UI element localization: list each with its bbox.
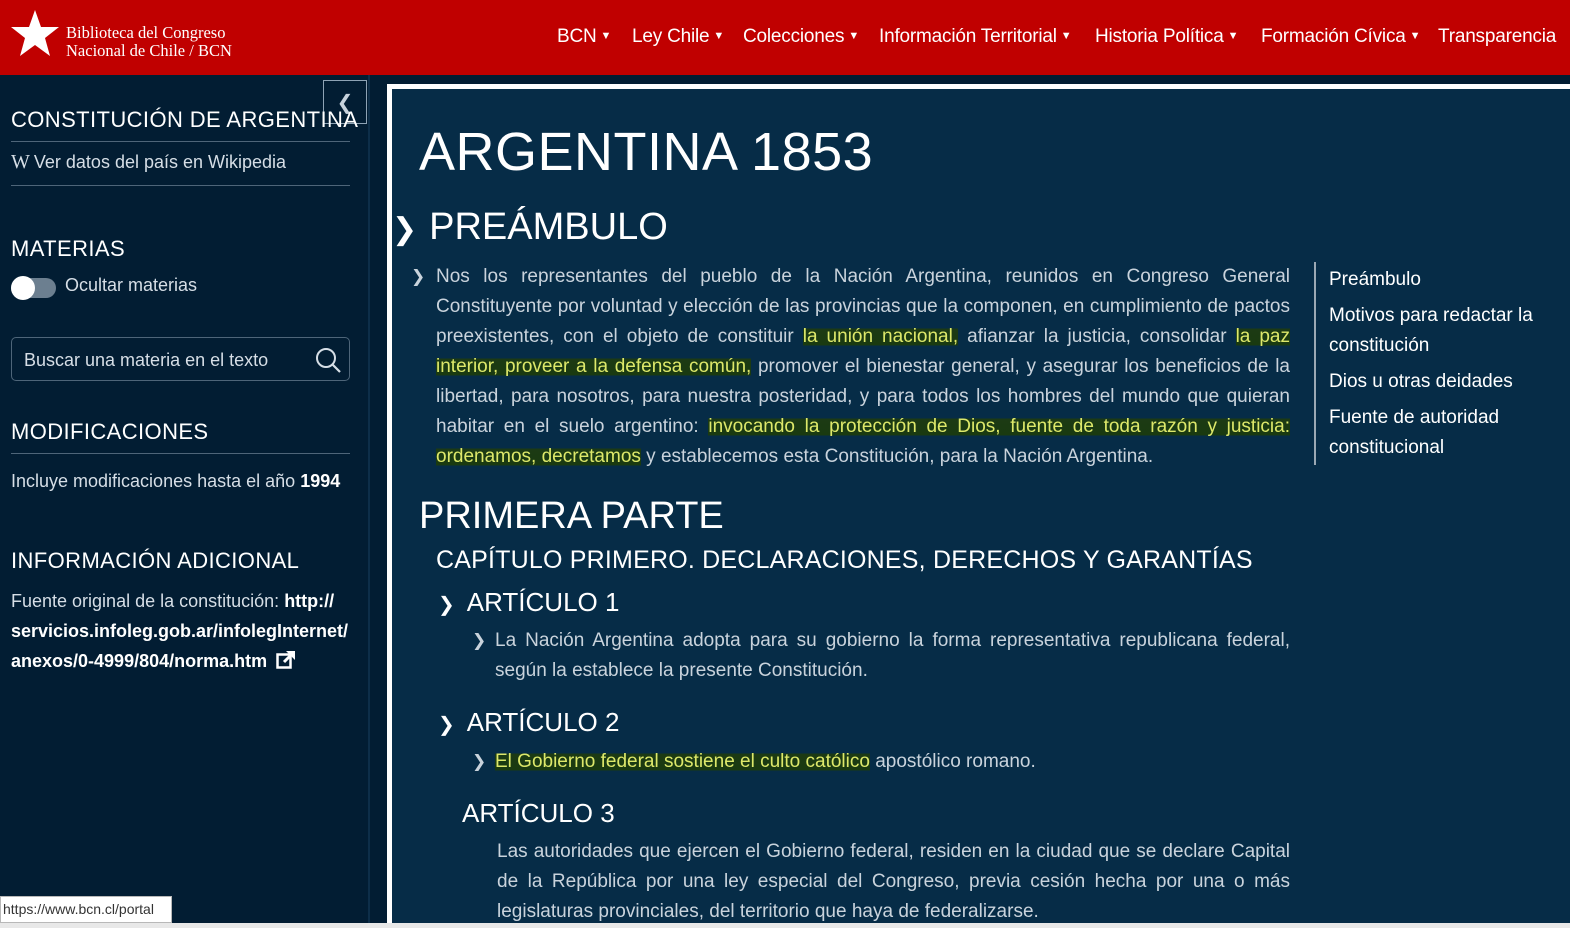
nav-colecciones-label: Colecciones bbox=[743, 26, 845, 47]
nav-historia-politica[interactable] bbox=[1095, 26, 1238, 48]
modificaciones-text bbox=[11, 471, 340, 492]
nav-transparencia-label: Transparencia bbox=[1438, 26, 1557, 47]
materias-title: MATERIAS bbox=[11, 236, 126, 261]
toc-item-preambulo[interactable]: Preámbulo bbox=[1329, 269, 1421, 290]
info-label: Fuente original de la constitución: bbox=[11, 591, 280, 611]
info-adicional-text bbox=[11, 586, 348, 676]
materia-search bbox=[11, 337, 350, 381]
caret-down-icon: ▼ bbox=[1409, 30, 1421, 42]
modificaciones-label: Incluye modificaciones hasta el año bbox=[11, 471, 296, 491]
chevron-right-icon: ❯ bbox=[438, 714, 455, 736]
chevron-right-icon: ❯ bbox=[438, 594, 455, 616]
ocultar-materias-toggle[interactable] bbox=[11, 278, 56, 298]
caret-down-icon: ▼ bbox=[600, 30, 612, 42]
toc-divider bbox=[1314, 262, 1316, 465]
highlight-ordenamos[interactable]: ordenamos, decretamos bbox=[436, 446, 641, 467]
preambulo-text-part: y establecemos esta Constitución, para la Nación Argentina. bbox=[640, 446, 1154, 467]
highlight-invocando-dios[interactable]: invocando la protección de Dios, fuente de toda razón y justicia: bbox=[708, 416, 1290, 437]
nav-ley-chile-label: Ley Chile bbox=[632, 26, 710, 47]
external-link-icon[interactable] bbox=[276, 650, 296, 670]
articulo-3-text: Las autoridades que ejercen el Gobierno federal, residen en la ciudad que se declare Capital de la República por una ley especial del Congreso, previa cesión hecha por una o más legislaturas provinciales, del territorio que haya de federalizarse. bbox=[497, 841, 1290, 922]
bcn-logo[interactable] bbox=[8, 8, 268, 68]
constitution-title: CONSTITUCIÓN DE ARGENTINA bbox=[11, 107, 359, 132]
chevron-left-icon: ❮ bbox=[336, 91, 354, 114]
divider bbox=[11, 453, 350, 454]
horizontal-scrollbar[interactable] bbox=[0, 923, 1570, 928]
articulo-2-heading-label: ARTÍCULO 2 bbox=[466, 707, 620, 737]
nav-ley-chile[interactable] bbox=[632, 26, 724, 48]
nav-formacion-civica-label: Formación Cívica bbox=[1261, 26, 1406, 47]
articulo-1-text: La Nación Argentina adopta para su gobierno la forma representativa republicana federal, según la establece la presente Constitución. bbox=[495, 630, 1290, 681]
chevron-right-icon: ❯ bbox=[392, 213, 418, 246]
preambulo-text bbox=[436, 262, 1290, 472]
preambulo-heading-label: PREÁMBULO bbox=[429, 206, 668, 248]
toc-item-fuente-autoridad-cont[interactable]: constitucional bbox=[1329, 437, 1445, 458]
preambulo-text-part: promover el bienestar general, y asegurar los beneficios de la libertad, para nosotros, para nuestra posteridad, y para todos los hombres del mundo que quieran habitar en el suelo argentino: bbox=[436, 356, 1290, 437]
preambulo-heading[interactable] bbox=[392, 206, 668, 249]
divider bbox=[11, 141, 350, 142]
source-link[interactable]: http:// bbox=[284, 591, 335, 611]
caret-down-icon: ▼ bbox=[1060, 30, 1072, 42]
wikipedia-link-label: Ver datos del país en Wikipedia bbox=[33, 152, 287, 172]
nav-formacion-civica[interactable] bbox=[1261, 26, 1420, 48]
articulo-3-heading: ARTÍCULO 3 bbox=[462, 798, 615, 828]
nav-transparencia[interactable] bbox=[1438, 26, 1556, 48]
logo-text bbox=[66, 24, 232, 60]
caret-down-icon: ▼ bbox=[848, 30, 859, 42]
nav-bcn-label: BCN bbox=[557, 26, 597, 47]
status-bar-url: https://www.bcn.cl/portal bbox=[0, 896, 172, 923]
nav-informacion-territorial[interactable] bbox=[879, 26, 1071, 48]
star-logo-icon bbox=[8, 8, 62, 62]
chevron-right-icon[interactable]: ❯ bbox=[472, 752, 487, 771]
chevron-right-icon[interactable]: ❯ bbox=[472, 631, 487, 650]
articulo-1-heading-label: ARTÍCULO 1 bbox=[466, 587, 620, 617]
toc-item-motivos-cont[interactable]: constitución bbox=[1329, 335, 1430, 356]
top-navbar bbox=[0, 0, 1570, 75]
articulo-2-text bbox=[495, 747, 1290, 777]
toggle-label: Ocultar materias bbox=[65, 275, 198, 295]
caret-down-icon: ▼ bbox=[1227, 30, 1239, 42]
toc-item-motivos[interactable]: Motivos para redactar la bbox=[1329, 305, 1533, 326]
highlight-union-nacional[interactable]: la unión nacional, bbox=[802, 326, 959, 347]
primera-parte-heading: PRIMERA PARTE bbox=[419, 495, 724, 537]
nav-historia-politica-label: Historia Política bbox=[1095, 26, 1224, 47]
logo-line-2: Nacional de Chile / BCN bbox=[66, 41, 232, 60]
articulo-1-heading[interactable] bbox=[438, 587, 619, 618]
toggle-knob bbox=[11, 276, 35, 300]
capitulo-heading: CAPÍTULO PRIMERO. DECLARACIONES, DERECHOS Y GARANTÍAS bbox=[436, 546, 1253, 574]
info-adicional-title: INFORMACIÓN ADICIONAL bbox=[11, 548, 300, 573]
sidebar-divider bbox=[368, 75, 370, 928]
wikipedia-link[interactable] bbox=[11, 151, 286, 174]
sidebar bbox=[0, 75, 368, 928]
articulo-2-heading[interactable] bbox=[438, 707, 619, 738]
materia-search-input[interactable] bbox=[24, 348, 314, 372]
caret-down-icon: ▼ bbox=[713, 30, 725, 42]
divider bbox=[11, 185, 350, 186]
nav-informacion-territorial-label: Información Territorial bbox=[879, 26, 1057, 47]
logo-line-1: Biblioteca del Congreso bbox=[66, 23, 226, 42]
nav-colecciones[interactable] bbox=[743, 26, 859, 48]
preambulo-text-part: afianzar la justicia, consolidar bbox=[958, 326, 1236, 347]
highlight-paz-interior[interactable]: la paz interior, proveer a la defensa común, bbox=[436, 326, 1291, 377]
articulo-2-text-rest: apostólico romano. bbox=[869, 751, 1036, 772]
chevron-right-icon[interactable]: ❯ bbox=[411, 267, 426, 286]
page-title: ARGENTINA 1853 bbox=[419, 122, 874, 182]
wikipedia-icon: W bbox=[11, 151, 30, 173]
nav-bcn[interactable] bbox=[557, 26, 611, 48]
preambulo-text-part: Nos los representantes del pueblo de la Nación Argentina, reunidos en Congreso General Constituyente por voluntad y elección de las provincias que la componen, en cumplimiento de pactos preexistentes, con el objeto de constituir bbox=[436, 266, 1290, 347]
source-link-line-3[interactable]: anexos/0-4999/804/norma.htm bbox=[11, 651, 268, 671]
source-link-line-2[interactable]: servicios.infoleg.gob.ar/infolegInternet/ bbox=[11, 621, 349, 641]
toc-item-fuente-autoridad[interactable]: Fuente de autoridad bbox=[1329, 407, 1500, 428]
search-icon[interactable] bbox=[313, 346, 343, 374]
highlight-culto-catolico[interactable]: El Gobierno federal sostiene el culto católico bbox=[495, 751, 870, 772]
modificaciones-title: MODIFICACIONES bbox=[11, 419, 209, 444]
modificaciones-year: 1994 bbox=[300, 471, 341, 491]
toc-item-dios[interactable]: Dios u otras deidades bbox=[1329, 371, 1513, 392]
